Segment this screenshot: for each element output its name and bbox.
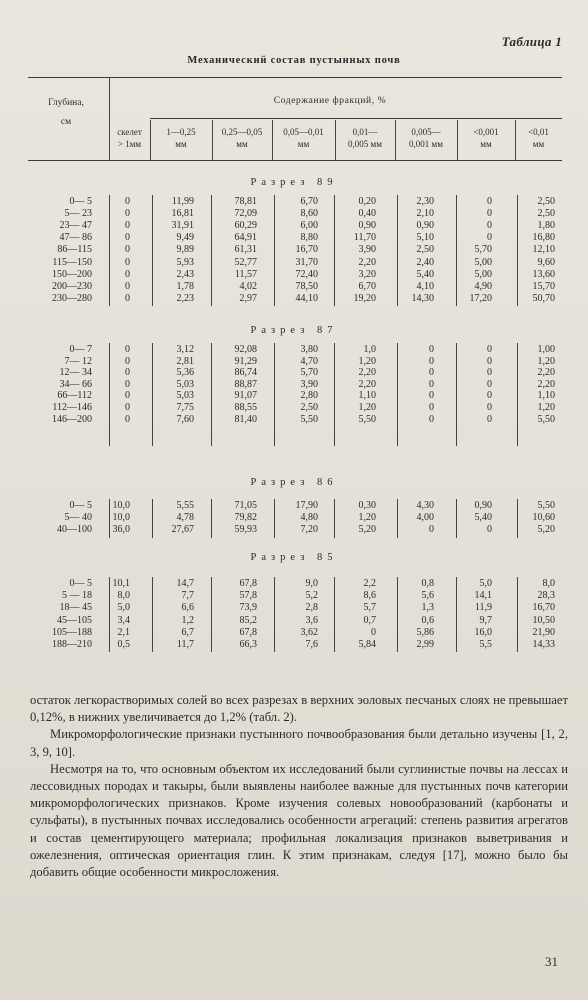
value-cell: 0 — [125, 208, 130, 220]
value-cell: 5,0 — [117, 602, 130, 614]
value-cell: 4,80 — [300, 512, 318, 524]
value-cell: 2,97 — [239, 292, 257, 304]
depth-cell: 115—150 — [52, 256, 92, 268]
value-cell: 0 — [487, 208, 492, 220]
value-cell: 60,29 — [234, 220, 257, 232]
column-divider — [212, 120, 213, 160]
depth-cell: 0— 5 — [69, 500, 92, 511]
value-cell: 0 — [429, 524, 434, 536]
value-cell: 1,00 — [537, 344, 555, 355]
value-cell: 85,2 — [239, 614, 257, 626]
table-row — [0, 627, 588, 639]
depth-cell: 40—100 — [57, 524, 92, 536]
column-header-bottom: мм — [532, 139, 545, 149]
value-cell: 7,20 — [300, 524, 318, 536]
value-cell: 0 — [125, 256, 130, 268]
fractions-header: Содержание фракций, % — [273, 96, 387, 106]
value-cell: 17,90 — [295, 500, 318, 511]
value-cell: 5,50 — [300, 413, 318, 425]
value-cell: 10,50 — [532, 614, 555, 626]
value-cell: 5,50 — [537, 413, 555, 425]
value-cell: 2,10 — [416, 208, 434, 220]
value-cell: 52,77 — [234, 256, 257, 268]
value-cell: 78,50 — [295, 280, 318, 292]
table-row — [0, 639, 588, 651]
value-cell: 0 — [125, 413, 130, 425]
table-row — [0, 232, 588, 244]
value-cell: 1,10 — [358, 390, 376, 402]
value-cell: 1,2 — [181, 614, 194, 626]
value-cell: 3,12 — [176, 344, 194, 355]
value-cell: 5,7 — [363, 602, 376, 614]
column-divider — [272, 120, 273, 160]
column-header-bottom: 0,005 мм — [348, 139, 382, 149]
value-cell: 8,0 — [542, 578, 555, 589]
value-cell: 61,31 — [234, 244, 257, 256]
value-cell: 2,20 — [537, 378, 555, 390]
value-cell: 6,6 — [181, 602, 194, 614]
value-cell: 6,70 — [358, 280, 376, 292]
depth-cell: 230—280 — [52, 292, 92, 304]
value-cell: 2,20 — [537, 367, 555, 379]
fractions-rule — [150, 118, 562, 119]
value-cell: 8,6 — [363, 590, 376, 602]
value-cell: 2,99 — [416, 639, 434, 650]
value-cell: 17,20 — [469, 292, 492, 304]
column-header-top: скелет — [117, 127, 142, 137]
value-cell: 0 — [125, 220, 130, 232]
column-header-bottom: мм — [236, 139, 248, 149]
value-cell: 78,81 — [234, 196, 257, 207]
value-cell: 5,40 — [474, 512, 492, 524]
value-cell: 19,20 — [353, 292, 376, 304]
column-divider — [150, 120, 151, 160]
depth-cell: 47— 86 — [59, 232, 92, 244]
value-cell: 91,07 — [234, 390, 257, 402]
value-cell: 5,84 — [358, 639, 376, 650]
table-row — [0, 578, 588, 590]
value-cell: 5,20 — [358, 524, 376, 536]
value-cell: 0 — [429, 344, 434, 355]
column-header — [336, 126, 394, 150]
value-cell: 0,90 — [358, 220, 376, 232]
value-cell: 2,50 — [416, 244, 434, 256]
value-cell: 5,55 — [176, 500, 194, 511]
value-cell: 5,03 — [176, 390, 194, 402]
value-cell: 0 — [487, 413, 492, 425]
value-cell: 0 — [429, 390, 434, 402]
value-cell: 14,1 — [474, 590, 492, 602]
value-cell: 4,78 — [176, 512, 194, 524]
value-cell: 2,20 — [358, 367, 376, 379]
value-cell: 31,70 — [295, 256, 318, 268]
value-cell: 2,50 — [300, 402, 318, 413]
value-cell: 0 — [487, 355, 492, 367]
depth-cell: 34— 66 — [59, 378, 92, 390]
body-text — [30, 692, 568, 881]
value-cell: 0,40 — [358, 208, 376, 220]
value-cell: 0,20 — [358, 196, 376, 207]
value-cell: 2,23 — [176, 292, 194, 304]
value-cell: 0 — [487, 402, 492, 413]
value-cell: 72,40 — [295, 268, 318, 280]
table-row — [0, 379, 588, 391]
value-cell: 1,0 — [363, 344, 376, 355]
value-cell: 5,00 — [474, 268, 492, 280]
column-header — [396, 126, 456, 150]
value-cell: 14,33 — [532, 639, 555, 650]
depth-cell: 86—115 — [57, 244, 92, 256]
depth-cell: 188—210 — [52, 639, 92, 650]
value-cell: 0 — [125, 367, 130, 379]
value-cell: 9,49 — [176, 232, 194, 244]
column-header — [110, 126, 149, 150]
value-cell: 4,02 — [239, 280, 257, 292]
value-cell: 2,80 — [300, 390, 318, 402]
depth-cell: 200—230 — [52, 280, 92, 292]
paragraph: остаток легкорастворимых солей во всех разрезах в верхних эоловых песчаных слоях не превышает 0,12%, в нижних увеличивается до 1,2% (табл. 2). — [30, 693, 568, 725]
value-cell: 15,70 — [532, 280, 555, 292]
column-divider — [515, 120, 516, 160]
value-cell: 79,82 — [234, 512, 257, 524]
table-row — [0, 220, 588, 232]
value-cell: 0 — [487, 220, 492, 232]
table-row — [0, 344, 588, 356]
table-row — [0, 524, 588, 536]
value-cell: 4,30 — [416, 500, 434, 511]
value-cell: 0 — [125, 196, 130, 207]
value-cell: 10,0 — [112, 512, 130, 524]
value-cell: 8,0 — [117, 590, 130, 602]
value-cell: 1,78 — [176, 280, 194, 292]
column-header — [151, 126, 211, 150]
value-cell: 16,70 — [295, 244, 318, 256]
value-cell: 12,10 — [532, 244, 555, 256]
table-row — [0, 615, 588, 627]
value-cell: 44,10 — [295, 292, 318, 304]
column-header-top: 0,01— — [352, 127, 378, 137]
value-cell: 5,0 — [479, 578, 492, 589]
table-label: Таблица 1 — [501, 34, 562, 49]
value-cell: 5,70 — [300, 367, 318, 379]
value-cell: 6,70 — [300, 196, 318, 207]
value-cell: 6,7 — [181, 626, 194, 638]
header-bottom-rule — [28, 160, 562, 161]
depth-label: Глубина, — [48, 98, 84, 108]
value-cell: 0 — [487, 390, 492, 402]
paragraph: Микроморфологические признаки пустынного почвообразования были детально изучены [1, 2, 3, 9, 10]. — [30, 727, 568, 759]
value-cell: 81,40 — [234, 413, 257, 425]
column-header-top: <0,001 — [473, 127, 499, 137]
value-cell: 0 — [125, 268, 130, 280]
value-cell: 5,86 — [416, 626, 434, 638]
table-row — [0, 367, 588, 379]
table-title: Механический состав пустынных почв — [187, 55, 401, 66]
value-cell: 0 — [429, 355, 434, 367]
value-cell: 5,10 — [416, 232, 434, 244]
value-cell: 9,0 — [305, 578, 318, 589]
column-divider — [457, 120, 458, 160]
value-cell: 2,20 — [358, 256, 376, 268]
value-cell: 0 — [429, 402, 434, 413]
value-cell: 1,20 — [358, 355, 376, 367]
value-cell: 0 — [487, 378, 492, 390]
value-cell: 5,2 — [305, 590, 318, 602]
value-cell: 1,20 — [537, 402, 555, 413]
value-cell: 88,87 — [234, 378, 257, 390]
table-row — [0, 208, 588, 220]
depth-cell: 5— 23 — [64, 208, 92, 220]
table-row — [0, 500, 588, 512]
column-divider — [395, 120, 396, 160]
column-header-bottom: мм — [480, 139, 492, 149]
value-cell: 0 — [125, 292, 130, 304]
column-header — [516, 126, 561, 150]
value-cell: 16,80 — [532, 232, 555, 244]
value-cell: 73,9 — [239, 602, 257, 614]
value-cell: 4,00 — [416, 512, 434, 524]
value-cell: 3,4 — [117, 614, 130, 626]
depth-cell: 23— 47 — [59, 220, 92, 232]
value-cell: 2,2 — [363, 578, 376, 589]
table-row — [0, 196, 588, 208]
value-cell: 27,67 — [171, 524, 194, 536]
value-cell: 3,90 — [358, 244, 376, 256]
column-divider — [335, 120, 336, 160]
depth-cell: 112—146 — [52, 402, 92, 413]
table-row — [0, 402, 588, 414]
value-cell: 2,20 — [358, 378, 376, 390]
value-cell: 16,70 — [532, 602, 555, 614]
value-cell: 57,8 — [239, 590, 257, 602]
value-cell: 3,80 — [300, 344, 318, 355]
page-number: 31 — [545, 954, 558, 969]
value-cell: 9,89 — [176, 244, 194, 256]
depth-cell: 5— 40 — [64, 512, 92, 524]
table-row — [0, 269, 588, 281]
value-cell: 3,90 — [300, 378, 318, 390]
depth-cell: 146—200 — [52, 413, 92, 425]
value-cell: 0 — [429, 367, 434, 379]
value-cell: 11,57 — [234, 268, 257, 280]
value-cell: 0 — [125, 378, 130, 390]
value-cell: 5,5 — [479, 639, 492, 650]
value-cell: 66,3 — [239, 639, 257, 650]
value-cell: 2,50 — [537, 196, 555, 207]
value-cell: 2,40 — [416, 256, 434, 268]
value-cell: 0 — [487, 367, 492, 379]
value-cell: 28,3 — [537, 590, 555, 602]
value-cell: 2,30 — [416, 196, 434, 207]
depth-cell: 7— 12 — [64, 355, 92, 367]
depth-unit: см — [60, 117, 72, 127]
column-header-bottom: мм — [175, 139, 187, 149]
value-cell: 10,0 — [112, 500, 130, 511]
value-cell: 0,90 — [474, 500, 492, 511]
depth-cell: 66—112 — [57, 390, 92, 402]
table-row — [0, 356, 588, 368]
value-cell: 86,74 — [234, 367, 257, 379]
value-cell: 2,81 — [176, 355, 194, 367]
depth-cell: 0— 5 — [69, 578, 92, 589]
column-header-top: 0,005— — [411, 127, 441, 137]
value-cell: 4,10 — [416, 280, 434, 292]
depth-cell: 18— 45 — [59, 602, 92, 614]
depth-cell: 0— 7 — [69, 344, 92, 355]
table-row — [0, 512, 588, 524]
table-row — [0, 244, 588, 256]
value-cell: 11,7 — [176, 639, 194, 650]
value-cell: 0,6 — [421, 614, 434, 626]
value-cell: 1,10 — [537, 390, 555, 402]
value-cell: 5,00 — [474, 256, 492, 268]
value-cell: 0,30 — [358, 500, 376, 511]
value-cell: 0 — [371, 626, 376, 638]
value-cell: 0,5 — [117, 639, 130, 650]
depth-cell: 45—105 — [57, 614, 92, 626]
value-cell: 10,60 — [532, 512, 555, 524]
section-title: Разрез 87 — [250, 325, 338, 336]
value-cell: 1,3 — [421, 602, 434, 614]
column-header-top: 1—0,25 — [166, 127, 196, 137]
depth-cell: 105—188 — [52, 626, 92, 638]
value-cell: 59,93 — [234, 524, 257, 536]
value-cell: 16,81 — [171, 208, 194, 220]
value-cell: 4,70 — [300, 355, 318, 367]
value-cell: 0 — [487, 344, 492, 355]
value-cell: 36,0 — [112, 524, 130, 536]
value-cell: 21,90 — [532, 626, 555, 638]
column-header-bottom: > 1мм — [117, 139, 142, 149]
column-header — [458, 126, 514, 150]
value-cell: 0 — [125, 390, 130, 402]
value-cell: 0 — [487, 232, 492, 244]
section-title: Разрез 86 — [250, 477, 338, 488]
value-cell: 5,36 — [176, 367, 194, 379]
value-cell: 2,8 — [305, 602, 318, 614]
value-cell: 9,60 — [537, 256, 555, 268]
column-header-bottom: мм — [297, 139, 310, 149]
value-cell: 11,70 — [353, 232, 376, 244]
value-cell: 2,43 — [176, 268, 194, 280]
value-cell: 11,99 — [171, 196, 194, 207]
table-row — [0, 390, 588, 402]
value-cell: 11,9 — [474, 602, 492, 614]
value-cell: 2,1 — [117, 626, 130, 638]
table-row — [0, 257, 588, 269]
value-cell: 50,70 — [532, 292, 555, 304]
value-cell: 6,00 — [300, 220, 318, 232]
value-cell: 3,62 — [300, 626, 318, 638]
section-title: Разрез 89 — [250, 177, 338, 188]
value-cell: 5,50 — [537, 500, 555, 511]
depth-cell: 0— 5 — [69, 196, 92, 207]
value-cell: 5,6 — [421, 590, 434, 602]
value-cell: 7,7 — [181, 590, 194, 602]
value-cell: 67,8 — [239, 626, 257, 638]
paragraph: Несмотря на то, что основным объектом их исследований были суглинистые почвы на лессах и лессовидных породах и такыры, были выявлены наиболее важные для пустынных почв категории микроморфологических признаков. Кроме изучения солевых новообразований (карбонаты и сульфаты), в пустынных почвах исследовались особенности агрегаций: степень развития агрегатов и состав цементирующего материала; профильная локализация признаков выветривания и ожелезнения, оптическая ориентация глин. К этим признакам, следуя [17], можно было бы добавить общие особенности микросложения. — [30, 761, 568, 880]
value-cell: 0 — [487, 196, 492, 207]
value-cell: 7,75 — [176, 402, 194, 413]
value-cell: 88,55 — [234, 402, 257, 413]
column-header — [273, 126, 334, 150]
value-cell: 8,60 — [300, 208, 318, 220]
column-header-top: <0,01 — [528, 127, 549, 137]
value-cell: 0,7 — [363, 614, 376, 626]
section-title: Разрез 85 — [250, 552, 338, 563]
table-row — [0, 590, 588, 602]
value-cell: 5,40 — [416, 268, 434, 280]
column-header-top: 0,05—0,01 — [283, 127, 324, 137]
column-header-bottom: 0,001 мм — [409, 139, 443, 149]
depth-cell: 5 — 18 — [62, 590, 92, 602]
value-cell: 3,6 — [305, 614, 318, 626]
value-cell: 0 — [429, 378, 434, 390]
value-cell: 72,09 — [234, 208, 257, 220]
value-cell: 0 — [125, 344, 130, 355]
value-cell: 0 — [125, 280, 130, 292]
value-cell: 0 — [125, 244, 130, 256]
table-row — [0, 293, 588, 305]
value-cell: 14,7 — [176, 578, 194, 589]
value-cell: 3,20 — [358, 268, 376, 280]
value-cell: 0,8 — [421, 578, 434, 589]
header-vertical-rule — [109, 77, 110, 160]
value-cell: 5,93 — [176, 256, 194, 268]
value-cell: 0,90 — [416, 220, 434, 232]
value-cell: 0 — [429, 413, 434, 425]
value-cell: 4,90 — [474, 280, 492, 292]
depth-cell: 12— 34 — [59, 367, 92, 379]
table-row — [0, 602, 588, 614]
table-row — [0, 414, 588, 426]
column-header-top: 0,25—0,05 — [221, 127, 263, 137]
column-header — [213, 126, 271, 150]
value-cell: 1,20 — [537, 355, 555, 367]
value-cell: 64,91 — [234, 232, 257, 244]
value-cell: 5,70 — [474, 244, 492, 256]
value-cell: 71,05 — [234, 500, 257, 511]
value-cell: 1,20 — [358, 512, 376, 524]
value-cell: 14,30 — [411, 292, 434, 304]
depth-cell: 150—200 — [52, 268, 92, 280]
value-cell: 0 — [125, 402, 130, 413]
value-cell: 92,08 — [234, 344, 257, 355]
value-cell: 0 — [487, 524, 492, 536]
value-cell: 0 — [125, 355, 130, 367]
depth-header — [26, 98, 106, 128]
table-row — [0, 281, 588, 293]
value-cell: 91,29 — [234, 355, 257, 367]
value-cell: 67,8 — [239, 578, 257, 589]
value-cell: 31,91 — [171, 220, 194, 232]
value-cell: 9,7 — [479, 614, 492, 626]
value-cell: 5,03 — [176, 378, 194, 390]
value-cell: 5,20 — [537, 524, 555, 536]
value-cell: 10,1 — [112, 578, 130, 589]
value-cell: 1,80 — [537, 220, 555, 232]
value-cell: 16,0 — [474, 626, 492, 638]
value-cell: 13,60 — [532, 268, 555, 280]
value-cell: 1,20 — [358, 402, 376, 413]
value-cell: 7,60 — [176, 413, 194, 425]
value-cell: 5,50 — [358, 413, 376, 425]
value-cell: 2,50 — [537, 208, 555, 220]
value-cell: 8,80 — [300, 232, 318, 244]
value-cell: 7,6 — [305, 639, 318, 650]
value-cell: 0 — [125, 232, 130, 244]
